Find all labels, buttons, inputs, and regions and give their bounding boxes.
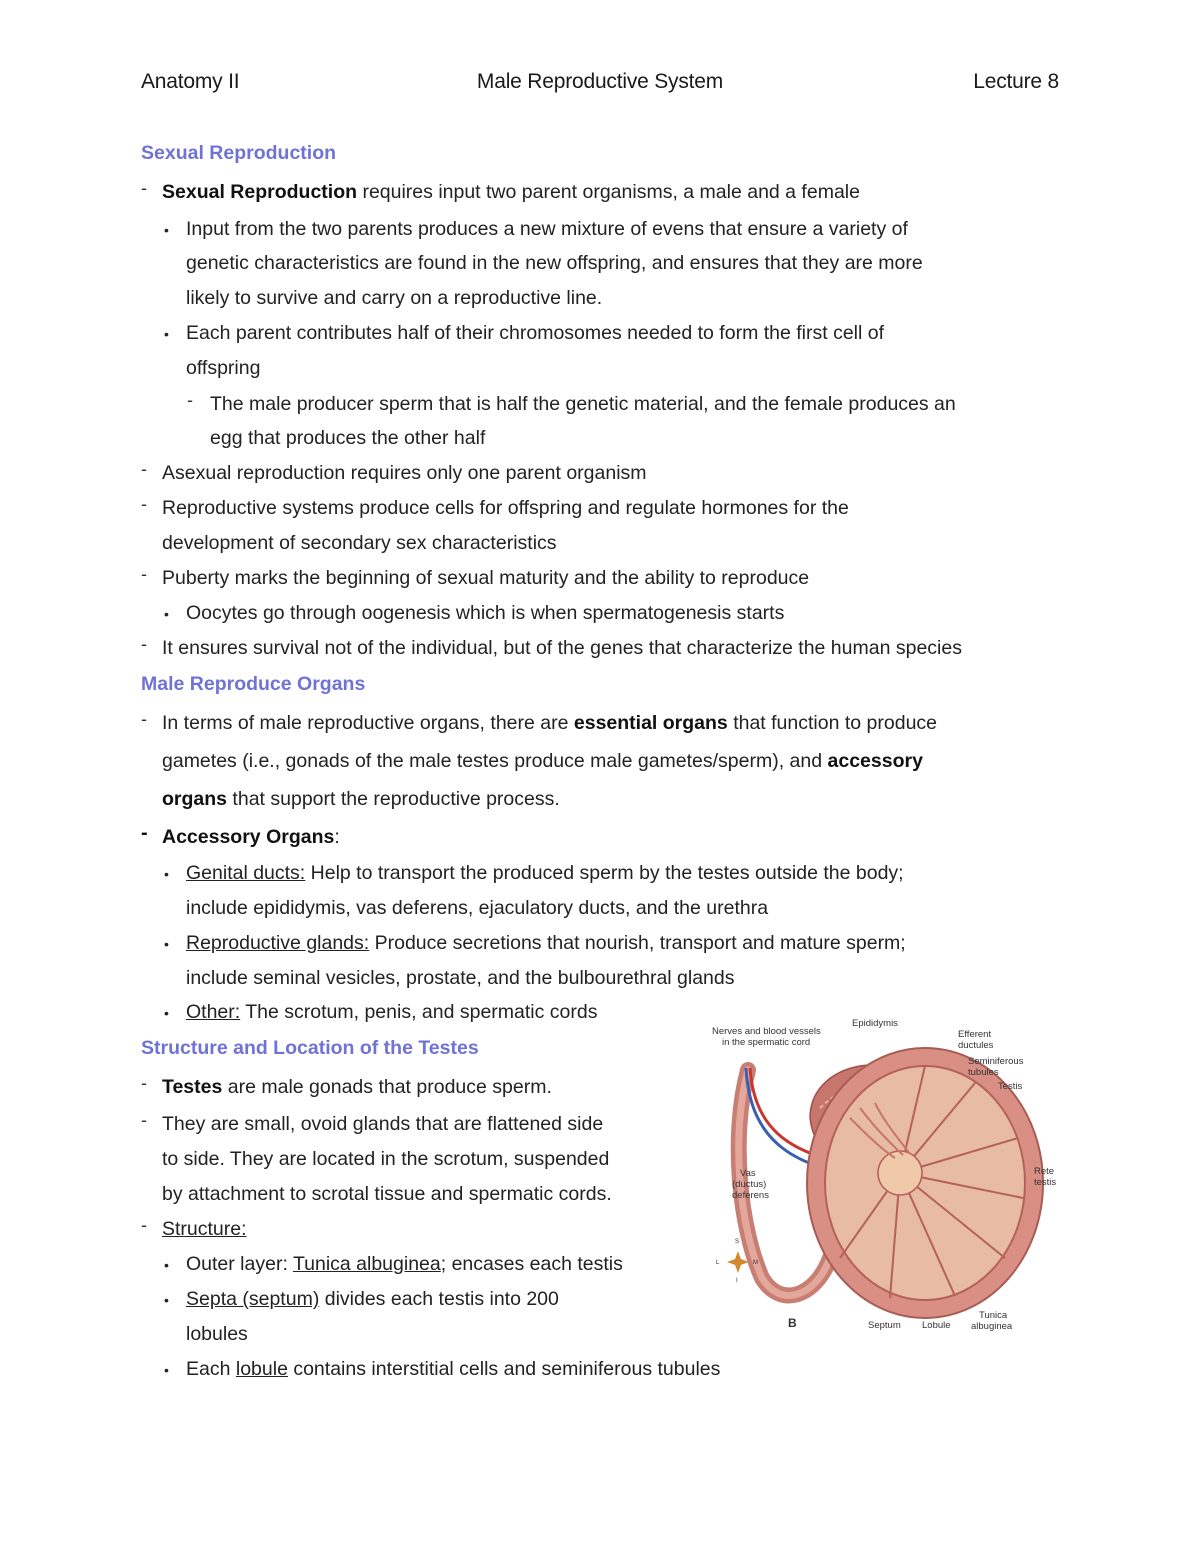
text-line — [186, 1357, 720, 1381]
text-line: to side. They are located in the scrotum, suspended — [162, 1148, 610, 1170]
label-rete-2: testis — [1034, 1177, 1057, 1188]
bullet-marker: • — [164, 326, 169, 342]
text-line: Reproductive systems produce cells for offspring and regulate hormones for the — [162, 497, 849, 519]
bullet-marker: • — [164, 866, 169, 882]
text-line: Input from the two parents produces a new mixture of evens that ensure a variety of — [186, 218, 908, 240]
bullet-marker: • — [164, 1362, 169, 1378]
text-line: include epididymis, vas deferens, ejaculatory ducts, and the urethra — [186, 897, 769, 919]
text-line — [162, 711, 937, 735]
bold-term: Testes — [162, 1076, 223, 1098]
text-line: offspring — [186, 357, 261, 379]
label-compass-i: I — [736, 1278, 738, 1284]
text-span: contains interstitial cells and seminiferous tubules — [287, 1358, 721, 1380]
bold-term: accessory — [827, 750, 923, 772]
label-compass-m: M — [753, 1260, 758, 1266]
dash-marker: - — [141, 1110, 147, 1130]
dash-marker: - — [141, 494, 147, 514]
dash-marker: - — [187, 390, 193, 410]
label-tunica-2: albuginea — [971, 1321, 1013, 1332]
text-line: Puberty marks the beginning of sexual maturity and the ability to reproduce — [162, 567, 810, 589]
section-heading-testes: Structure and Location of the Testes — [141, 1037, 479, 1059]
label-nerves: Nerves and blood vessels — [712, 1026, 821, 1037]
bold-term: Sexual Reproduction — [162, 181, 358, 203]
dash-marker: - — [141, 564, 147, 584]
bullet-marker: • — [164, 1005, 169, 1021]
text-line: by attachment to scrotal tissue and spermatic cords. — [162, 1183, 612, 1205]
label-compass-s: S — [735, 1239, 740, 1245]
text-line — [162, 749, 923, 773]
label-septum: Septum — [868, 1320, 901, 1331]
text-line: egg that produces the other half — [210, 427, 486, 449]
label-nerves-2: in the spermatic cord — [722, 1037, 811, 1048]
label-vas: Vas — [740, 1168, 756, 1179]
text-line — [162, 1075, 552, 1099]
text-span: are male gonads that produce sperm. — [222, 1076, 552, 1098]
text-span: divides each testis into 200 — [319, 1288, 559, 1310]
text-span: Produce secretions that nourish, transport and mature sperm; — [369, 932, 906, 954]
text-line: Asexual reproduction requires only one parent organism — [162, 462, 647, 484]
underlined-term: Tunica albuginea — [292, 1253, 441, 1275]
text-line — [162, 825, 340, 849]
underlined-term: Structure: — [162, 1218, 247, 1240]
label-vas-3: deferens — [732, 1190, 769, 1201]
text-line: The male producer sperm that is half the genetic material, and the female produces an — [210, 393, 956, 415]
section-heading-sexual-reproduction: Sexual Reproduction — [141, 142, 337, 164]
text-span: that function to produce — [727, 712, 938, 734]
text-line — [186, 1287, 559, 1311]
testis-illustration — [700, 1008, 1070, 1338]
label-efferent: Efferent — [958, 1029, 992, 1040]
section-heading-male-organs: Male Reproduce Organs — [141, 673, 366, 695]
text-line: development of secondary sex characteristics — [162, 532, 557, 554]
header-title: Male Reproductive System — [476, 70, 724, 93]
label-compass-l: L — [716, 1260, 720, 1266]
underlined-term: Reproductive glands: — [186, 932, 370, 954]
text-line: They are small, ovoid glands that are flattened side — [162, 1113, 604, 1135]
text-line — [162, 787, 560, 811]
testis-inner-shape — [825, 1066, 1025, 1300]
dash-marker: - — [141, 1215, 147, 1235]
label-efferent-2: ductules — [958, 1040, 994, 1051]
text-line — [186, 1000, 597, 1024]
label-panel: B — [788, 1316, 797, 1330]
text-line — [186, 1252, 623, 1276]
text-span: gametes (i.e., gonads of the male testes produce male gametes/sperm), and — [162, 750, 828, 772]
text-line: likely to survive and carry on a reproductive line. — [186, 287, 603, 309]
dash-marker: - — [141, 1073, 147, 1093]
text-span: In terms of male reproductive organs, there are — [162, 712, 574, 734]
dash-marker: - — [141, 634, 147, 654]
bold-term: essential organs — [573, 712, 728, 734]
text-span: requires input two parent organisms, a male and a female — [357, 181, 860, 203]
bullet-marker: • — [164, 936, 169, 952]
underlined-term: Genital ducts: — [186, 862, 306, 884]
text-span: The scrotum, penis, and spermatic cords — [240, 1001, 598, 1023]
bullet-marker: • — [164, 222, 169, 238]
text-line: It ensures survival not of the individual, but of the genes that characterize the human species — [162, 637, 962, 659]
dash-marker: - — [141, 709, 147, 729]
underlined-term: Other: — [186, 1001, 241, 1023]
text-line: genetic characteristics are found in the new offspring, and ensures that they are more — [186, 252, 923, 274]
text-span: ; encases each testis — [440, 1253, 623, 1275]
text-span: Outer layer: — [186, 1253, 293, 1275]
label-tunica: Tunica — [979, 1310, 1008, 1321]
rete-testis-shape — [878, 1151, 922, 1195]
bullet-marker: • — [164, 606, 169, 622]
text-line: Oocytes go through oogenesis which is when spermatogenesis starts — [186, 602, 785, 624]
label-seminiferous-2: tubules — [968, 1067, 999, 1078]
text-span: Help to transport the produced sperm by the testes outside the body; — [305, 862, 904, 884]
label-lobule: Lobule — [922, 1320, 951, 1331]
text-span: that support the reproductive process. — [227, 788, 560, 810]
bullet-marker: • — [164, 1292, 169, 1308]
text-span: : — [334, 826, 340, 848]
text-line: include seminal vesicles, prostate, and the bulbourethral glands — [186, 967, 735, 989]
header-course: Anatomy II — [141, 70, 240, 93]
dash-marker: - — [141, 178, 147, 198]
label-vas-2: (ductus) — [732, 1179, 767, 1190]
label-seminiferous: Seminiferous — [968, 1056, 1024, 1067]
label-testis: Testis — [998, 1081, 1023, 1092]
bullet-marker: • — [164, 1257, 169, 1273]
label-epididymis: Epididymis — [852, 1018, 898, 1029]
dash-marker: - — [141, 822, 148, 844]
underlined-term: Septa (septum) — [186, 1288, 320, 1310]
label-rete: Rete — [1034, 1166, 1055, 1177]
bold-term: organs — [162, 788, 228, 810]
bold-term: Accessory Organs — [162, 826, 335, 848]
text-line: lobules — [186, 1323, 248, 1345]
text-line — [186, 861, 904, 885]
dash-marker: - — [141, 459, 147, 479]
underlined-term: lobule — [235, 1358, 288, 1380]
text-line: Each parent contributes half of their chromosomes needed to form the first cell of — [186, 322, 885, 344]
text-line — [186, 931, 906, 955]
text-line — [162, 1217, 247, 1241]
header-lecture: Lecture 8 — [973, 70, 1059, 93]
text-line — [162, 180, 860, 204]
text-span: Each — [186, 1358, 236, 1380]
